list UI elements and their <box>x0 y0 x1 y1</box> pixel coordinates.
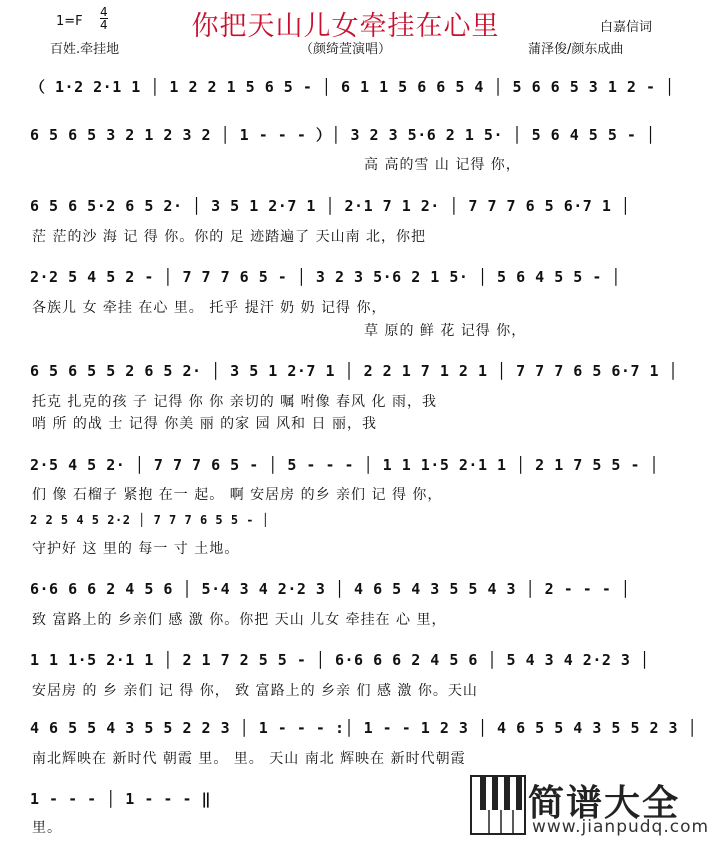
score-row-9-notes: 1 1 1·5 2·1 1 │ 2 1 7 2 5 5 - │ 6·6 6 6 2 4 5 6 │ 5 4 3 4 2·2 3 │ <box>30 651 650 669</box>
score-row-2-lyric: 高 高的雪 山 记得 你， <box>364 157 521 173</box>
key-signature: 1=F <box>56 14 83 29</box>
score-row-10-notes: 4 6 5 5 4 3 5 5 2 2 3 │ 1 - - - :│ 1 - - 1 2 3 │ 4 6 5 5 4 3 5 5 2 3 │ <box>30 719 698 737</box>
score-row-9-lyric: 安居房 的 乡 亲们 记 得 你， 致 富路上的 乡亲 们 感 激 你。天山 <box>32 683 478 699</box>
score-row-4-lyric-1: 各族儿 女 牵挂 在心 里。 托乎 提汗 奶 奶 记得 你， <box>32 300 387 316</box>
time-signature-top: 4 <box>100 5 108 19</box>
score-row-10-lyric: 南北辉映在 新时代 朝霞 里。 里。 天山 南北 辉映在 新时代朝霞 <box>32 751 466 767</box>
watermark-brand: 简谱大全 <box>528 783 681 824</box>
score-row-5-lyric-1: 托克 扎克的孩 子 记得 你 你 亲切的 嘱 咐像 春风 化 雨，我 <box>32 394 437 410</box>
performer: （颜绮萱演唱） <box>300 42 392 57</box>
score-row-5-notes: 6 5 6 5 5 2 6 5 2· │ 3 5 1 2·7 1 │ 2 2 1 7 1 2 1 │ 7 7 7 6 5 6·7 1 │ <box>30 362 679 380</box>
album-label: 百姓.牵挂地 <box>50 42 120 57</box>
song-title: 你把天山儿女牵挂在心里 <box>191 11 500 42</box>
score-row-2-notes: 6 5 6 5 3 2 1 2 3 2 │ 1 - - - ）│ 3 2 3 5·6 2 1 5· │ 5 6 4 5 5 - │ <box>30 126 656 144</box>
score-row-6-lyric: 们 像 石榴子 紧抱 在一 起。 啊 安居房 的乡 亲们 记 得 你， <box>32 487 443 503</box>
score-row-3-notes: 6 5 6 5·2 6 5 2· │ 3 5 1 2·7 1 │ 2·1 7 1 2· │ 7 7 7 6 5 6·7 1 │ <box>30 197 631 215</box>
score-row-11-lyric: 里。 <box>32 820 62 836</box>
score-row-4-lyric-2: 草 原的 鲜 花 记得 你， <box>364 323 527 339</box>
score-row-1-notes: （ 1·2 2·1 1 │ 1 2 2 1 5 6 5 - │ 6 1 1 5 6 6 5 4 │ 5 6 6 5 3 1 2 - │ <box>30 78 675 96</box>
score-row-6-notes: 2·5 4 5 2· │ 7 7 7 6 5 - │ 5 - - - │ 1 1 1·5 2·1 1 │ 2 1 7 5 5 - │ <box>30 456 660 474</box>
score-row-11-notes: 1 - - - │ 1 - - - ‖ <box>30 790 212 808</box>
score-row-8-lyric: 致 富路上的 乡亲们 感 激 你。你把 天山 儿女 牵挂在 心 里， <box>32 612 447 628</box>
composer: 蒲泽俊/颜东成曲 <box>528 42 624 57</box>
score-row-8-notes: 6·6 6 6 2 4 5 6 │ 5·4 3 4 2·2 3 │ 4 6 5 4 3 5 5 4 3 │ 2 - - - │ <box>30 580 631 598</box>
score-row-5-lyric-2: 哨 所 的战 士 记得 你美 丽 的家 园 风和 日 丽，我 <box>32 416 377 432</box>
watermark-url: www.jianpudq.com <box>532 817 709 837</box>
time-signature-bottom: 4 <box>100 18 108 32</box>
piano-keys-icon <box>470 775 528 837</box>
watermark <box>470 775 709 839</box>
lyricist: 白嘉信词 <box>600 20 653 35</box>
score-row-7-notes: 2 2 5 4 5 2·2 │ 7 7 7 6 5 5 - │ <box>30 513 270 527</box>
score-row-3-lyric: 茫 茫的沙 海 记 得 你。你的 足 迹踏遍了 天山南 北，你把 <box>32 229 427 245</box>
score-row-4-notes: 2·2 5 4 5 2 - │ 7 7 7 6 5 - │ 3 2 3 5·6 2 1 5· │ 5 6 4 5 5 - │ <box>30 268 621 286</box>
score-row-7-lyric: 守护好 这 里的 每一 寸 土地。 <box>32 541 240 557</box>
